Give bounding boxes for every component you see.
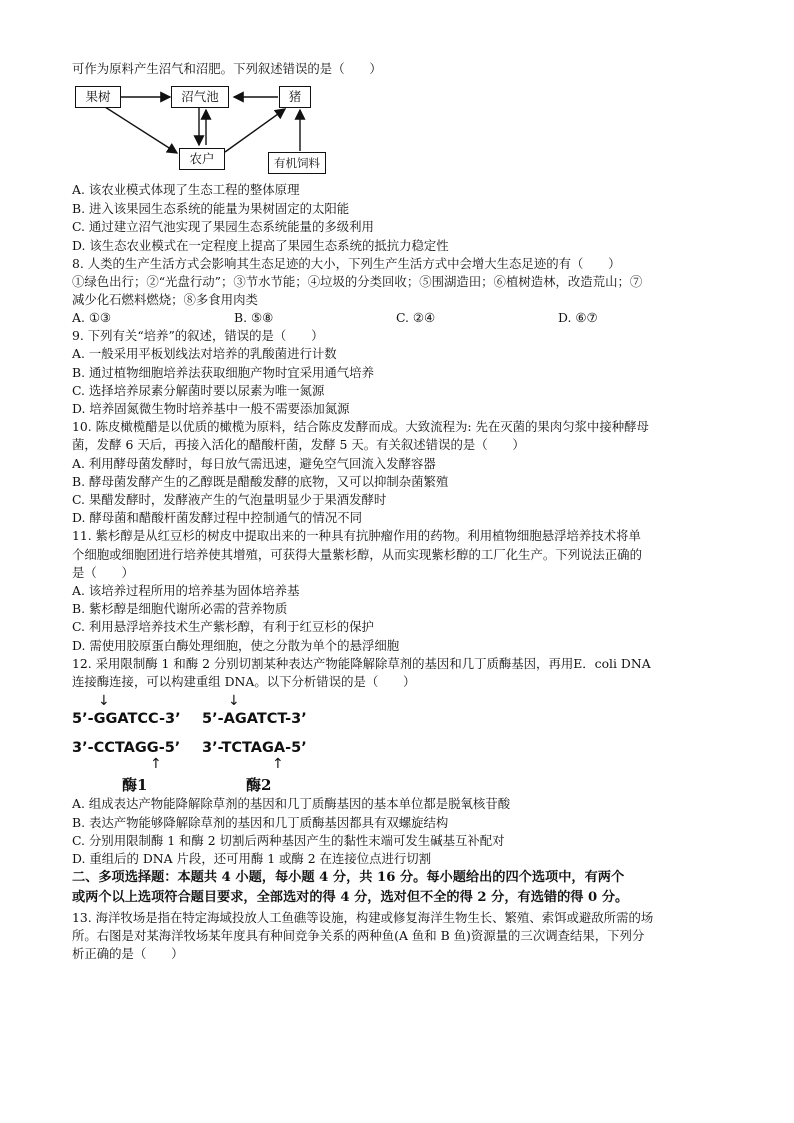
q12-stem-line2: 连接酶连接，可以构建重组 DNA。以下分析错误的是（ ） xyxy=(72,674,416,689)
box-guoshu: 果树 xyxy=(75,86,121,108)
cut-arrow-down-2: ↓ xyxy=(228,693,240,709)
q9-option-b: B. 通过植物细胞培养法获取细胞产物时宜采用通气培养 xyxy=(72,365,374,380)
q11-stem-line3: 是（ ） xyxy=(72,565,134,580)
question-7-stem: 可作为原料产生沼气和沼肥。下列叙述错误的是（ ） xyxy=(72,61,382,76)
q9-stem: 9. 下列有关“培养”的叙述，错误的是（ ） xyxy=(72,328,324,343)
q10-option-d: D. 酵母菌和醋酸杆菌发酵过程中控制通气的情况不同 xyxy=(72,510,362,525)
q7-option-d: D. 该生态农业模式在一定程度上提高了果园生态系统的抵抗力稳定性 xyxy=(72,238,449,253)
q9-option-c: C. 选择培养尿素分解菌时要以尿素为唯一氮源 xyxy=(72,383,325,398)
q13-stem-line2: 所。右图是对某海洋牧场某年度具有种间竞争关系的两种鱼(A 鱼和 B 鱼)资源量的三次调查结果，下列分 xyxy=(72,928,645,943)
q10-stem-line1: 10. 陈皮橄榄醋是以优质的橄榄为原料，结合陈皮发酵而成。大致流程为: 先在灭菌的果肉匀浆中接种酵母 xyxy=(72,419,649,434)
q12-option-b: B. 表达产物能够降解除草剂的基因和几丁质酶基因都具有双螺旋结构 xyxy=(72,815,449,830)
q12-stem-line1: 12. 采用限制酶 1 和酶 2 分别切割某种表达产物能降解除草剂的基因和几丁质酶基因，再用E．coli DNA xyxy=(72,656,651,671)
enzyme1-label: 酶1 xyxy=(122,776,148,794)
q11-option-c: C. 利用悬浮培养技术生产紫杉醇，有利于红豆杉的保护 xyxy=(72,619,374,634)
section2-heading-line2: 或两个以上选项符合题目要求，全部选对的得 4 分，选对但不全的得 2 分，有选错的得 0 分。 xyxy=(72,890,629,905)
q12-option-c: C. 分别用限制酶 1 和酶 2 切割后两种基因产生的黏性末端可发生碱基互补配对 xyxy=(72,833,505,848)
q8-option-a: A. ①③ xyxy=(72,310,112,325)
q8-option-c: C. ②④ xyxy=(396,310,436,325)
q10-option-c: C. 果醋发酵时，发酵液产生的气泡量明显少于果酒发酵时 xyxy=(72,492,387,507)
q10-option-a: A. 利用酵母菌发酵时，每日放气需迅速，避免空气回流入发酵容器 xyxy=(72,456,436,471)
q11-option-d: D. 需使用胶原蛋白酶处理细胞，使之分散为单个的悬浮细胞 xyxy=(72,638,400,653)
q9-option-d: D. 培养固氮微生物时培养基中一般不需要添加氮源 xyxy=(72,401,350,416)
q8-stem-line1: 8. 人类的生产生活方式会影响其生态足迹的大小，下列生产生活方式中会增大生态足迹的有（ ） xyxy=(72,256,621,271)
seq1-bottom: 3’-CCTAGG-5’ xyxy=(72,740,181,756)
box-siliao: 有机饲料 xyxy=(268,152,326,174)
q11-option-a: A. 该培养过程所用的培养基为固体培养基 xyxy=(72,583,300,598)
box-zhu: 猪 xyxy=(279,86,311,108)
q12-option-d: D. 重组后的 DNA 片段，还可用酶 1 或酶 2 在连接位点进行切割 xyxy=(72,851,432,866)
seq2-top: 5’-AGATCT-3’ xyxy=(202,711,307,727)
enzyme2-label: 酶2 xyxy=(246,776,272,794)
q11-stem-line2: 个细胞或细胞团进行培养使其增殖，可获得大量紫杉醇，从而实现紫杉醇的工厂化生产。下列说法正确的 xyxy=(72,547,642,562)
q13-stem-line3: 析正确的是（ ） xyxy=(72,946,184,961)
cut-arrow-up-2: ↑ xyxy=(272,756,284,772)
q10-option-b: B. 酵母菌发酵产生的乙醇既是醋酸发酵的底物，又可以抑制杂菌繁殖 xyxy=(72,474,449,489)
arrow-nonghu-zhu xyxy=(225,109,285,152)
q8-stem-line2: ①绿色出行；②“光盘行动”；③节水节能；④垃圾的分类回收；⑤围湖造田；⑥植树造林，改造荒山；⑦ xyxy=(72,274,643,289)
q7-option-b: B. 进入该果园生态系统的能量为果树固定的太阳能 xyxy=(72,201,350,216)
q11-stem-line1: 11. 紫杉醇是从红豆杉的树皮中提取出来的一种具有抗肿瘤作用的药物。利用植物细胞悬浮培养技术将单 xyxy=(72,528,641,543)
section2-heading-line1: 二、多项选择题：本题共 4 小题，每小题 4 分，共 16 分。每小题给出的四个选项中，有两个 xyxy=(72,870,625,885)
q10-stem-line2: 菌，发酵 6 天后，再接入活化的醋酸杆菌，发酵 5 天。有关叙述错误的是（ ） xyxy=(72,437,525,452)
q8-option-b: B. ⑤⑧ xyxy=(234,310,274,325)
seq2-bottom: 3’-TCTAGA-5’ xyxy=(202,740,307,756)
q11-option-b: B. 紫杉醇是细胞代谢所必需的营养物质 xyxy=(72,601,288,616)
arrow-guoshu-nonghu xyxy=(105,107,177,153)
q9-option-a: A. 一般采用平板划线法对培养的乳酸菌进行计数 xyxy=(72,346,337,361)
q13-stem-line1: 13. 海洋牧场是指在特定海域投放人工鱼礁等设施，构建或修复海洋生物生长、繁殖、索饵或避敌所需的场 xyxy=(72,910,654,925)
q7-option-c: C. 通过建立沼气池实现了果园生态系统能量的多级利用 xyxy=(72,219,374,234)
q7-option-a: A. 该农业模式体现了生态工程的整体原理 xyxy=(72,182,300,197)
q8-option-d: D. ⑥⑦ xyxy=(558,310,598,325)
seq1-top: 5’-GGATCC-3’ xyxy=(72,711,181,727)
box-nonghu: 农户 xyxy=(179,148,225,170)
cut-arrow-up-1: ↑ xyxy=(150,756,162,772)
box-zhaoqichi: 沼气池 xyxy=(171,86,229,108)
q8-stem-line3: 减少化石燃料燃烧；⑧多食用肉类 xyxy=(72,292,258,307)
cut-arrow-down-1: ↓ xyxy=(98,693,110,709)
q12-option-a: A. 组成表达产物能降解除草剂的基因和几丁质酶基因的基本单位都是脱氧核苷酸 xyxy=(72,796,511,811)
